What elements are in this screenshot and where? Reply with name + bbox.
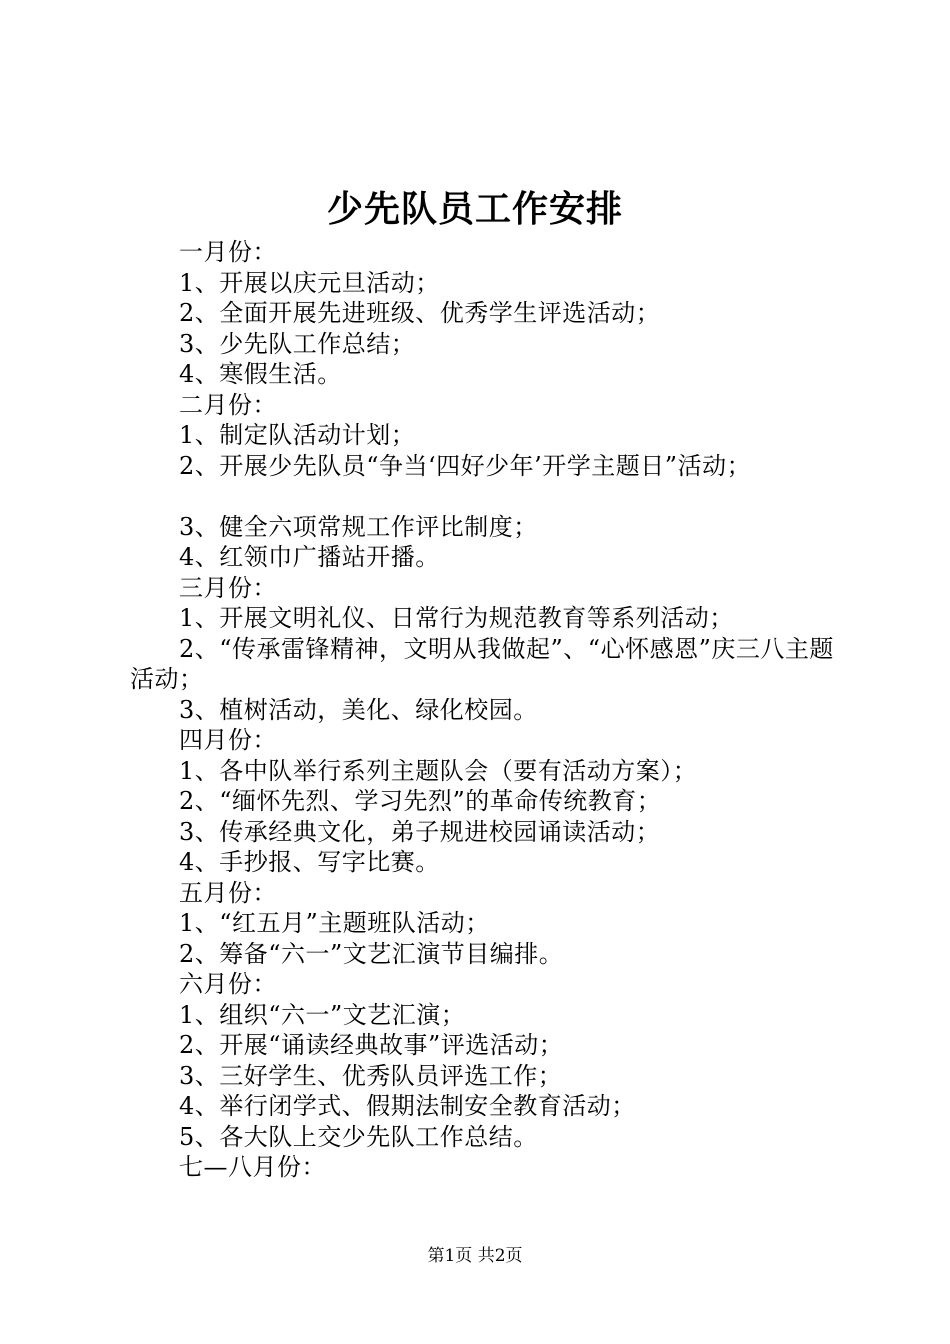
list-item: 4、举行闭学式、假期法制安全教育活动； <box>179 1092 636 1120</box>
document-body <box>130 237 835 1183</box>
list-item: 2、开展少先队员“争当‘四好少年’开学主题日”活动； <box>179 451 752 480</box>
list-item: 2、“传承雷锋精神，文明从我做起”、“心怀感恩”庆三八主题活动； <box>130 634 834 693</box>
section-heading-january: 一月份： <box>179 238 277 266</box>
document-title: 少先队员工作安排 <box>326 188 623 230</box>
section-heading-april: 四月份： <box>179 726 277 754</box>
section-heading-july-august: 七—八月份： <box>179 1153 326 1181</box>
section-heading-march: 三月份： <box>179 573 277 602</box>
list-item: 1、“红五月”主题班队活动； <box>179 909 490 937</box>
list-item: 4、红领巾广播站开播。 <box>179 543 440 571</box>
list-item: 1、开展以庆元旦活动； <box>179 268 440 297</box>
list-item: 2、开展“诵读经典故事”评选活动； <box>179 1031 564 1059</box>
section-heading-june: 六月份： <box>179 970 277 998</box>
list-item: 1、组织“六一”文艺汇演； <box>179 1000 466 1029</box>
blank-line <box>130 481 835 512</box>
list-item: 1、开展文明礼仪、日常行为规范教育等系列活动； <box>179 604 734 632</box>
list-item: 4、寒假生活。 <box>179 360 342 388</box>
section-heading-february: 二月份： <box>179 390 277 419</box>
section-heading-may: 五月份： <box>179 878 277 907</box>
list-item: 2、全面开展先进班级、优秀学生评选活动； <box>179 299 661 327</box>
list-item: 2、“缅怀先烈、学习先烈”的革命传统教育； <box>179 787 662 815</box>
list-item: 3、传承经典文化，弟子规进校园诵读活动； <box>179 817 661 846</box>
list-item: 3、健全六项常规工作评比制度； <box>179 512 538 541</box>
list-item: 1、制定队活动计划； <box>179 421 416 449</box>
list-item: 1、各中队举行系列主题队会（要有活动方案）； <box>179 756 698 785</box>
list-item: 3、少先队工作总结； <box>179 329 416 358</box>
page-footer: 第1页 共2页 <box>427 1246 523 1266</box>
list-item: 3、三好学生、优秀队员评选工作； <box>179 1061 563 1090</box>
list-item: 4、手抄报、写字比赛。 <box>179 848 440 876</box>
list-item: 3、植树活动，美化、绿化校园。 <box>179 695 538 724</box>
list-item: 5、各大队上交少先队工作总结。 <box>179 1122 538 1151</box>
list-item: 2、筹备“六一”文艺汇演节目编排。 <box>179 939 564 968</box>
